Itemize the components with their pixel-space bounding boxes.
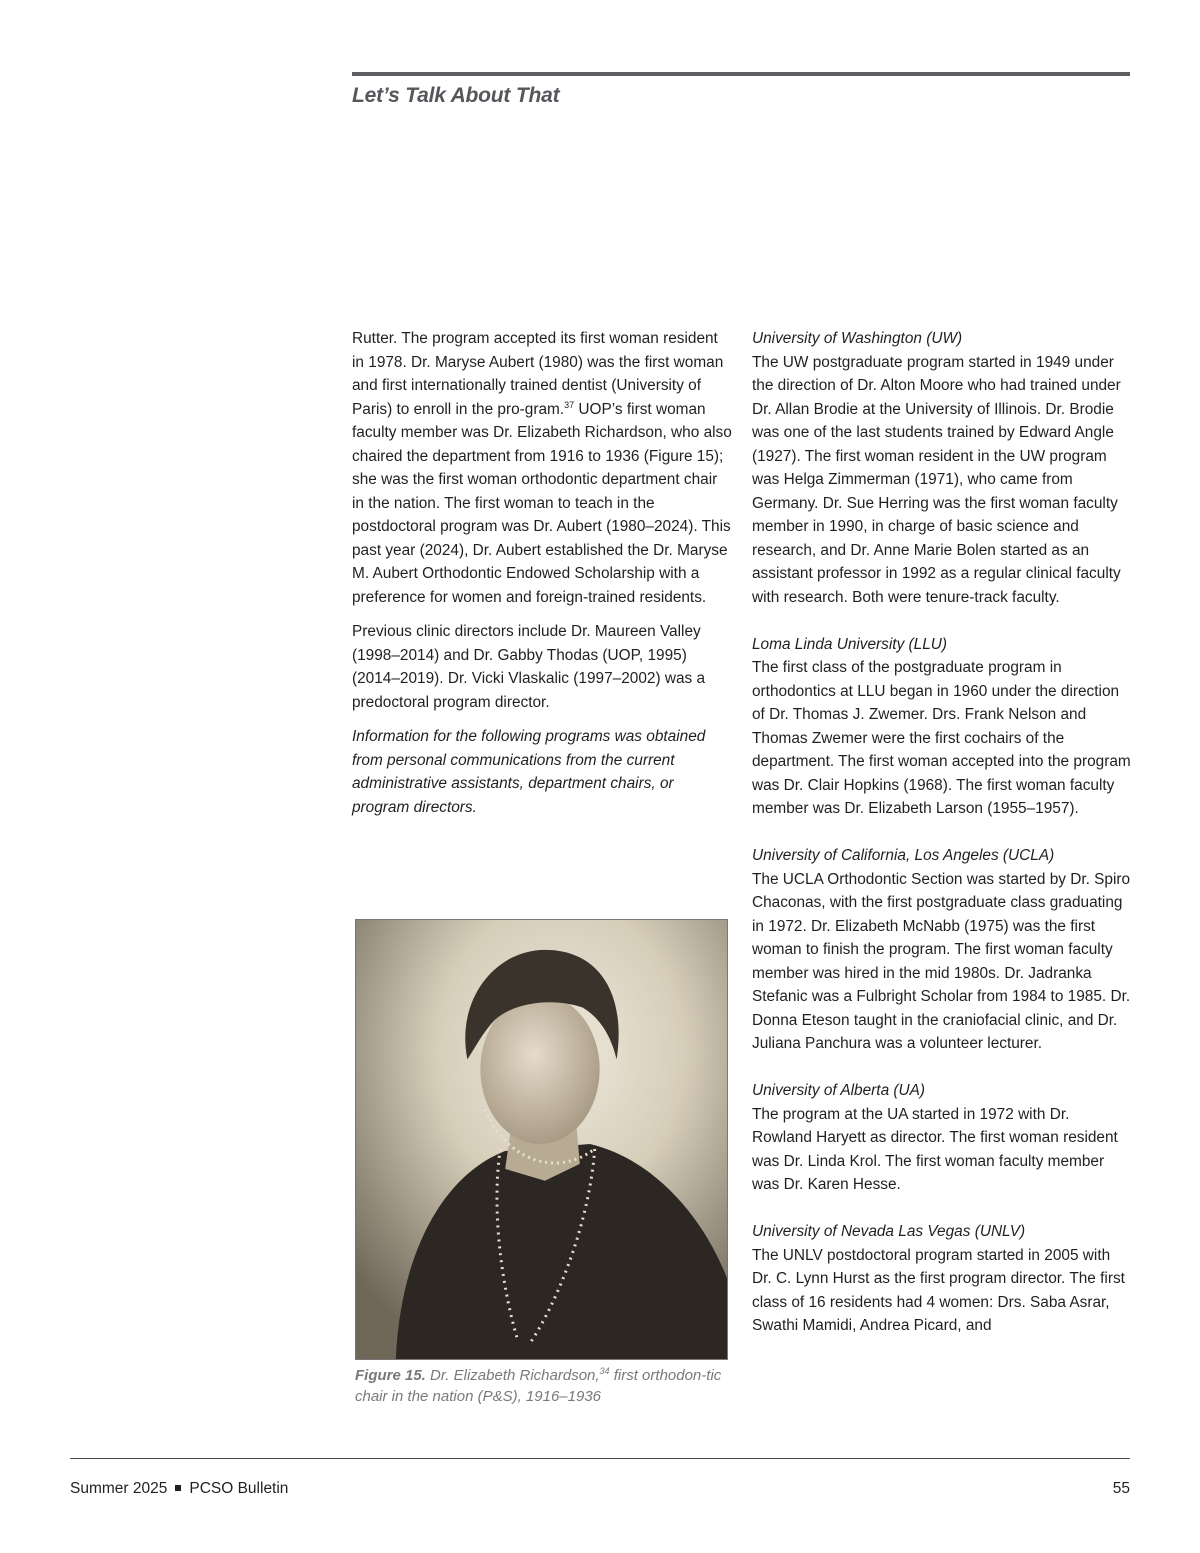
program-title: University of Washington (UW) [752,330,963,347]
footer-publication [70,1480,288,1498]
portrait-photo [355,919,728,1360]
footer-rule [70,1458,1130,1459]
program-title: University of Nevada Las Vegas (UNLV) [752,1223,1026,1240]
figure-label: Figure 15. [355,1367,426,1384]
paragraph-information-note: Information for the following programs was obtained from personal communications from the current administrative assistants, department chairs, or program directors. [352,728,706,816]
program-text: The UNLV postdoctoral program started in 2005 with Dr. C. Lynn Hurst as the first program director. The first class of 16 residents had 4 women: Drs. Saba Asrar, Swathi Mamidi, Andrea Picard, and [752,1246,1125,1334]
paragraph-uop: Rutter. The program accepted its first woman resident in 1978. Dr. Maryse Aubert (1980) was the first woman and first internationally trained dentist (University of Paris) to enroll in the pro-gram.$^{37}$ UOP’s first woman faculty member was Dr. Elizabeth Richardson, who also chaired the department from 1916 to 1936 (Figure 15); she was the first woman orthodontic department chair in the nation. The first woman to teach in the postdoctoral program was Dr. Aubert (1980–2024). This past year (2024), Dr. Aubert established the Dr. Maryse M. Aubert Orthodontic Endowed Scholarship with a preference for women and foreign-trained residents. [352,330,732,606]
program-section-llu [752,633,1132,821]
program-title: University of Alberta (UA) [752,1082,926,1099]
program-text: The UW postgraduate program started in 1949 under the direction of Dr. Alton Moore who had trained under Dr. Allan Brodie at the University of Illinois. Dr. Brodie was one of the last students trained by Edward Angle (1927). The first woman resident in the UW program was Helga Zimmerman (1971), who came from Germany. Dr. Sue Herring was the first woman faculty member in 1990, in charge of basic science and research, and Dr. Anne Marie Bolen started as an assistant professor in 1992 as a regular clinical faculty with research. Both were tenure-track faculty. [752,353,1121,606]
program-section-unlv [752,1220,1132,1338]
reference-superscript: 34 [599,1366,610,1376]
separator-square-icon [175,1485,181,1491]
program-text: The program at the UA started in 1972 with Dr. Rowland Haryett as director. The first woman resident was Dr. Linda Krol. The first woman faculty member was Dr. Karen Hesse. [752,1105,1118,1193]
program-section-uw [752,327,1132,609]
program-title: University of California, Los Angeles (UCLA) [752,847,1055,864]
program-text: The first class of the postgraduate program in orthodontics at LLU began in 1960 under the direction of Dr. Thomas J. Zwemer. Drs. Frank Nelson and Thomas Zwemer were the first cochairs of the department. The first woman accepted into the program was Dr. Clair Hopkins (1968). The first woman faculty member was Dr. Elizabeth Larson (1955–1957). [752,659,1131,817]
right-column [752,327,1132,1361]
page-number: 55 [1112,1480,1130,1497]
program-section-ua [752,1079,1132,1197]
portrait-illustration [356,920,727,1359]
section-title: Let’s Talk About That [352,84,560,107]
reference-superscript: 37 [564,399,575,410]
left-column [352,327,732,819]
header-rule [352,72,1130,76]
program-title: Loma Linda University (LLU) [752,635,948,653]
program-section-ucla [752,844,1132,1056]
footer-issue: Summer 2025 [70,1480,168,1497]
footer-publication-name: PCSO Bulletin [189,1480,289,1497]
paragraph-clinic-directors: Previous clinic directors include Dr. Maureen Valley (1998–2014) and Dr. Gabby Thodas (UOP, 1995) (2014–2019). Dr. Vicki Vlaskalic (1997–2002) was a predoctoral program director. [352,623,706,711]
program-text: The UCLA Orthodontic Section was started by Dr. Spiro Chaconas, with the first postgraduate class graduating in 1972. Dr. Elizabeth McNabb (1975) was the first woman to finish the program. The first woman faculty member was hired in the mid 1980s. Dr. Jadranka Stefanic was a Fulbright Scholar from 1984 to 1985. Dr. Donna Eteson taught in the craniofacial clinic, and Dr. Juliana Panchura was a volunteer lecturer. [752,870,1131,1052]
figure-caption: Figure 15. Dr. Elizabeth Richardson,$^{34}$ first orthodon-tic chair in the nation (P&S), 1916–1936 [355,1366,722,1405]
